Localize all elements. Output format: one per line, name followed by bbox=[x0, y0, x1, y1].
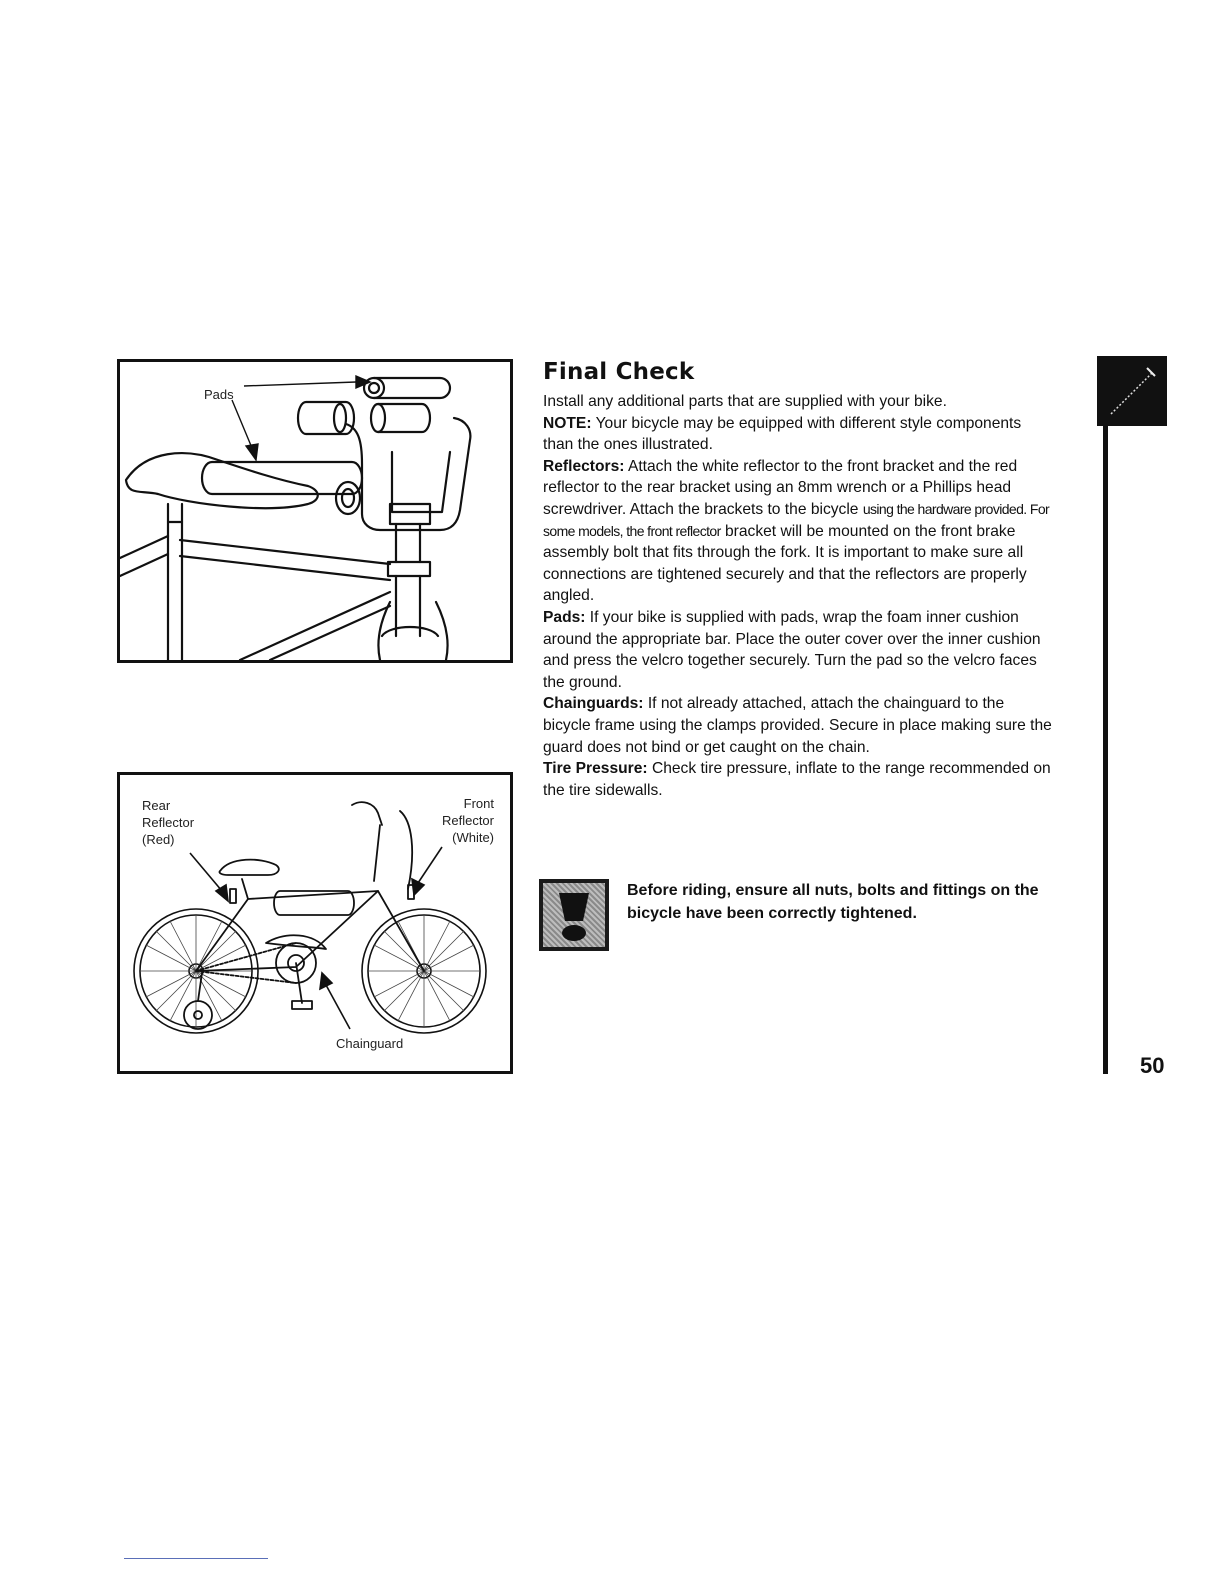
chainguard-label: Chainguard bbox=[336, 1036, 404, 1051]
pads-text: If your bike is supplied with pads, wrap the foam inner cushion around the appropriate bar. Place the outer cover over the inner cushion and press the velcro together securely. Turn the pad so the velcro faces the ground. bbox=[543, 608, 1041, 691]
footer-rule bbox=[124, 1558, 268, 1559]
bicycle-figure bbox=[117, 772, 513, 1074]
warning-text: Before riding, ensure all nuts, bolts and fittings on the bicycle have been correctly tightened. bbox=[627, 882, 1039, 922]
chainguards-text: If not already attached, attach the chainguard to the bicycle frame using the clamps provided. Secure in place making sure the guard does not bind or get caught on the chain. bbox=[543, 695, 1052, 756]
tire-pressure-label: Tire Pressure: bbox=[543, 760, 648, 778]
section-title: Final Check bbox=[543, 359, 695, 385]
page-number: 50 bbox=[1140, 1053, 1165, 1078]
final-check-section bbox=[543, 357, 1053, 801]
warning-callout bbox=[539, 879, 1039, 953]
reflectors-text-cont: bracket will be mounted on the front brake assembly bolt that fits through the fork. It is important to make sure all connections are tightened securely and that the reflectors are properly angled. bbox=[543, 522, 1027, 605]
chainguards-paragraph bbox=[543, 693, 1053, 758]
pads-figure bbox=[117, 359, 513, 663]
reflectors-paragraph bbox=[543, 456, 1053, 607]
pads-label: Pads bbox=[204, 387, 234, 402]
tire-pressure-text: Check tire pressure, inflate to the range recommended on the tire sidewalls. bbox=[543, 760, 1051, 799]
front-reflector-label: Front Reflector (White) bbox=[441, 796, 494, 845]
pads-paragraph bbox=[543, 607, 1053, 693]
reflectors-fine-text: using the hardware provided. For some models, the front reflector bbox=[543, 500, 1050, 539]
section-tab bbox=[1097, 356, 1167, 426]
wrench-icon bbox=[1097, 356, 1167, 426]
note-text: Your bicycle may be equipped with different style components than the ones illustrated. bbox=[543, 414, 1022, 454]
rear-reflector-label: Rear Reflector (Red) bbox=[142, 798, 195, 847]
chainguards-label: Chainguards: bbox=[543, 695, 644, 713]
tire-pressure-paragraph bbox=[543, 758, 1053, 801]
reflectors-label: Reflectors: bbox=[543, 457, 625, 475]
page-edge-bar bbox=[1103, 356, 1108, 1074]
reflectors-text: Attach the white reflector to the front bracket and the red reflector to the rear bracket using an 8mm wrench or a Phillips head screwdriver. Attach the brackets to the bicycle bbox=[543, 457, 1018, 518]
intro-text: Install any additional parts that are supplied with your bike. bbox=[543, 393, 947, 410]
note-label: NOTE: bbox=[543, 414, 592, 432]
warning-icon bbox=[539, 879, 609, 951]
pads-illustration bbox=[120, 362, 510, 660]
note-paragraph bbox=[543, 413, 1053, 456]
pads-label-heading: Pads: bbox=[543, 608, 586, 626]
